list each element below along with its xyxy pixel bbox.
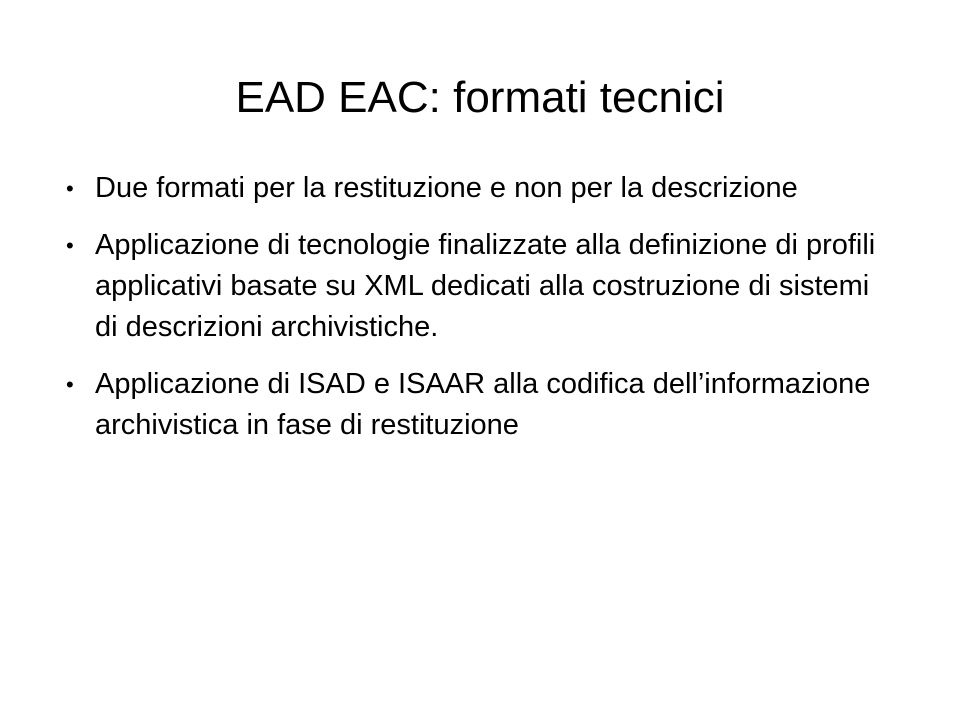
bullet-text: Due formati per la restituzione e non per la descrizione (95, 172, 798, 204)
bullet-item (66, 168, 894, 209)
bullet-list (66, 168, 894, 462)
slide-title: EAD EAC: formati tecnici (235, 73, 725, 122)
bullet-item (66, 225, 894, 348)
bullet-icon: • (66, 372, 74, 397)
bullet-icon: • (66, 176, 74, 201)
bullet-text: Applicazione di ISAD e ISAAR alla codifica dell’informazione archivistica in fase di restituzione (95, 368, 871, 441)
bullet-text: Applicazione di tecnologie finalizzate alla definizione di profili applicativi basate su XML dedicati alla costruzione di sistemi di descrizioni archivistiche. (95, 229, 876, 343)
bullet-item (66, 364, 894, 446)
bullet-icon: • (66, 233, 74, 258)
